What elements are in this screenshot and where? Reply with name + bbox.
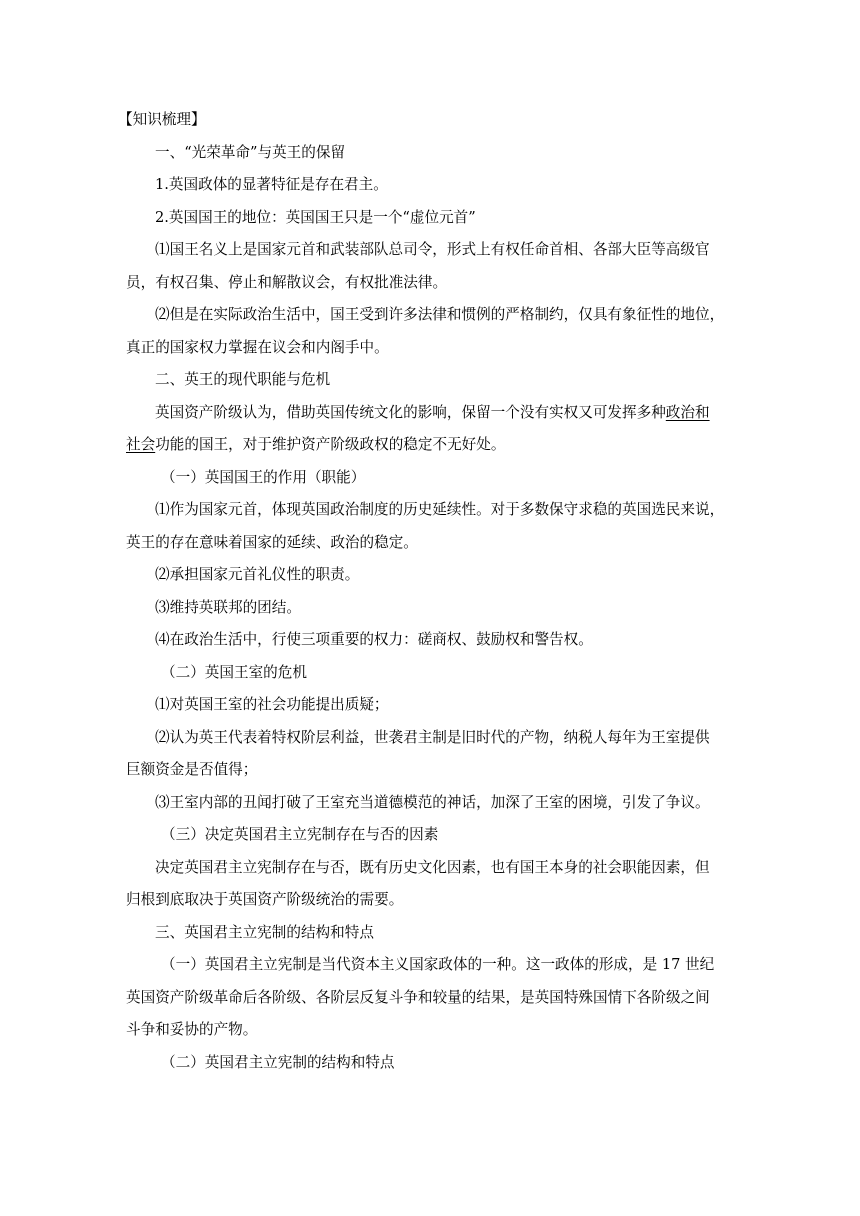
underlined-text: 政治和: [665, 403, 710, 421]
paragraph-line: 决定英国君主立宪制存在与否，既有历史文化因素，也有国王本身的社会职能因素，但: [155, 858, 710, 876]
paragraph-line: （一）英国君主立宪制是当代资本主义国家政体的一种。这一政体的形成，是 17 世纪: [161, 956, 715, 973]
paragraph: 2.英国国王的地位：英国国王只是一个“虚位元首”: [155, 208, 476, 226]
paragraph-line: ⑴作为国家元首，体现英国政治制度的历史延续性。对于多数保守求稳的英国选民来说，: [155, 501, 725, 518]
subsection-title: （一）英国国王的作用（职能）: [161, 468, 366, 486]
document-body: [118, 110, 732, 1073]
paragraph: ⑶王室内部的丑闻打破了王室充当道德模范的神话，加深了王室的困境，引发了争议。: [155, 793, 710, 811]
subsection-title: （二）英国君主立宪制的结构和特点: [161, 1053, 395, 1071]
paragraph: ⑷在政治生活中，行使三项重要的权力：磋商权、鼓励权和警告权。: [155, 631, 593, 648]
paragraph: ⑵承担国家元首礼仪性的职责。: [155, 566, 360, 583]
paragraph-line: ⑴国王名义上是国家元首和武装部队总司令，形式上有权任命首相、各部大臣等高级官: [155, 241, 710, 258]
paragraph-line: ⑵认为英王代表着特权阶层利益，世袭君主制是旧时代的产物，纳税人每年为王室提供: [155, 728, 710, 746]
paragraph-line: 斗争和妥协的产物。: [126, 1021, 258, 1038]
paragraph-line: 巨额资金是否值得；: [126, 761, 258, 778]
section-heading: 【知识梳理】: [118, 111, 206, 128]
subsection-title: （三）决定英国君主立宪制存在与否的因素: [161, 826, 439, 843]
paragraph-line: 真正的国家权力掌握在议会和内阁手中。: [126, 338, 389, 356]
paragraph-line: ⑵但是在实际政治生活中，国王受到许多法律和惯例的严格制约，仅具有象征性的地位，: [155, 306, 725, 323]
paragraph-line: [126, 435, 732, 455]
paragraph: ⑴对英国王室的社会功能提出质疑；: [155, 696, 389, 713]
underlined-text: 社会: [126, 436, 156, 453]
paragraph-line: 员，有权召集、停止和解散议会，有权批准法律。: [126, 273, 448, 291]
paragraph-line: 归根到底取决于英国资产阶级统治的需要。: [126, 891, 404, 908]
paragraph: 1.英国政体的显著特征是存在君主。: [155, 176, 388, 193]
paragraph: ⑶维持英联邦的团结。: [155, 598, 301, 616]
paragraph-line: 英国资产阶级革命后各阶级、各阶层反复斗争和较量的结果，是英国特殊国情下各阶级之间: [126, 988, 710, 1006]
section-1-title: 一、“光荣革命”与英王的保留: [155, 143, 346, 161]
subsection-title: （二）英国王室的危机: [161, 663, 307, 681]
paragraph-line: [126, 403, 732, 423]
section-2-title: 二、英王的现代职能与危机: [155, 371, 331, 388]
text-run: 功能的国王，对于维护资产阶级政权的稳定不无好处。: [155, 436, 506, 453]
section-3-title: 三、英国君主立宪制的结构和特点: [155, 923, 374, 941]
text-run: 英国资产阶级认为，借助英国传统文化的影响，保留一个没有实权又可发挥多种: [155, 403, 666, 421]
paragraph-line: 英王的存在意味着国家的延续、政治的稳定。: [126, 533, 418, 551]
